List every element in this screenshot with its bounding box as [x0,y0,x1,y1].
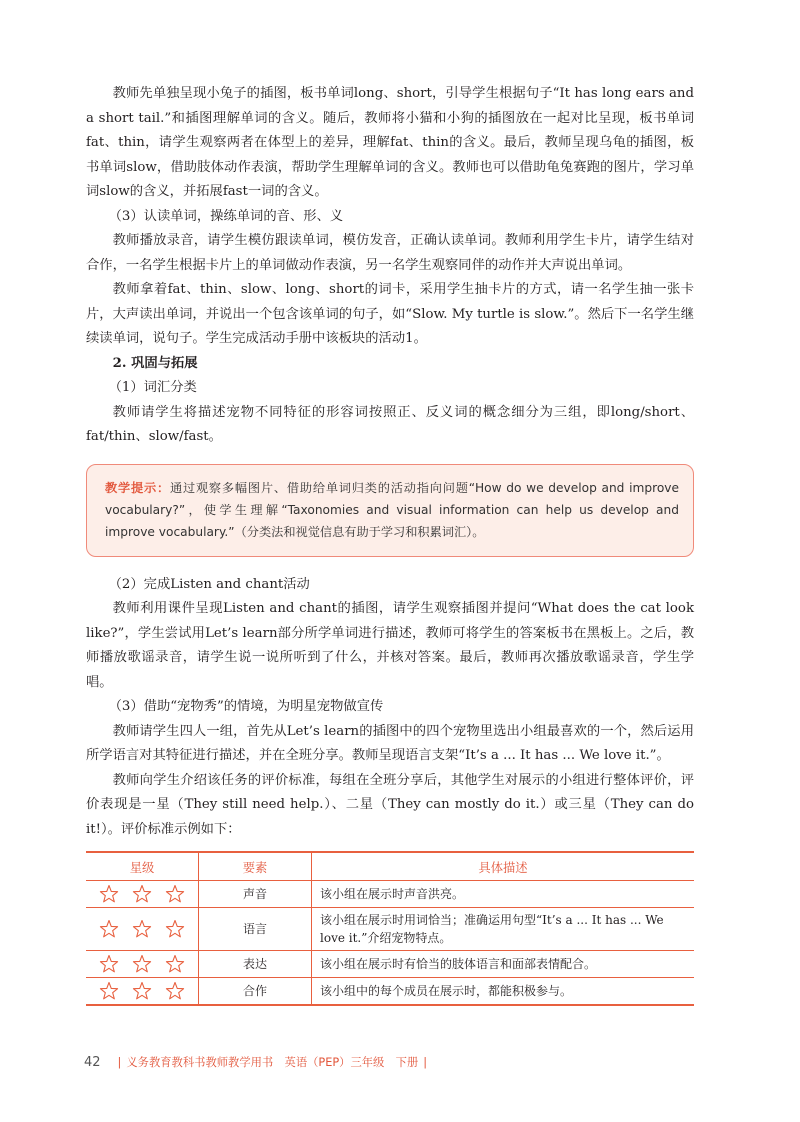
step3-heading: （3）认读单词，操练单词的音、形、义 [108,208,344,224]
star-outline-icon [165,884,185,904]
header-description: 具体描述 [312,852,695,881]
star-outline-icon [165,954,185,974]
step-vocab-heading: （1）词汇分类 [108,380,197,395]
teaching-tip [105,477,679,543]
table-row [86,881,694,908]
evaluation-table [86,851,694,1006]
book-title: 义务教育教科书教师教学用书 英语（PEP）三年级 下册 [126,1056,419,1069]
star-cell [86,881,199,908]
star-outline-icon [132,954,152,974]
star-group [86,954,198,974]
star-outline-icon [132,981,152,1001]
star-cell [86,978,199,1006]
star-outline-icon [99,919,119,939]
element-cell: 合作 [199,978,312,1006]
step-chant-heading: （2）完成Listen and chant活动 [108,576,310,592]
table-row [86,951,694,978]
step-pet-show-heading: （3）借助“宠物秀”的情境，为明星宠物做宣传 [108,699,384,714]
teaching-tip-box [86,464,694,557]
paragraph-read-words: 教师播放录音，请学生模仿跟读单词，模仿发音，正确认读单词。教师利用学生卡片，请学生结对合作，一名学生根据卡片上的单词做动作表演，另一名学生观察同伴的动作并大声说出单词。 [86,233,694,273]
page-footer [84,1054,432,1070]
star-outline-icon [165,919,185,939]
paragraph-chant: 教师利用课件呈现Listen and chant的插图，请学生观察插图并提问“What does the cat look like?”，学生尝试用Let’s learn部分所学单词进行描述，教师可将学生的答案板书在黑板上。之后，教师播放歌谣录音，请学生说一说所听到了什么，并核对答案。最后，教师再次播放歌谣录音，学生学唱。 [86,601,694,690]
star-outline-icon [99,954,119,974]
star-outline-icon [99,884,119,904]
star-group [86,884,198,904]
paragraph-pet-show: 教师请学生四人一组，首先从Let’s learn的插图中的四个宠物里选出小组最喜欢的一个，然后运用所学语言对其特征进行描述，并在全班分享。教师呈现语言支架“It’s a ... It has ... We love it.”。 [86,723,694,763]
header-stars: 星级 [86,852,199,881]
table-row [86,908,694,951]
paragraph-vocab-classify: 教师请学生将描述宠物不同特征的形容词按照正、反义词的概念细分为三组，即long/short、fat/thin、slow/fast。 [86,404,694,444]
section-heading-consolidate: 2. 巩固与拓展 [112,355,198,371]
page-body [86,82,694,1006]
description-cell: 该小组在展示时用词恰当；准确运用句型“It’s a ... It has ... We love it.”介绍宠物特点。 [312,908,695,951]
star-outline-icon [165,981,185,1001]
footer-divider: | [117,1056,122,1069]
star-outline-icon [99,981,119,1001]
star-cell [86,951,199,978]
star-group [86,919,198,939]
header-element: 要素 [199,852,312,881]
table-header-row [86,852,694,881]
star-group [86,981,198,1001]
footer-divider: | [423,1056,428,1069]
description-cell: 该小组在展示时有恰当的肢体语言和面部表情配合。 [312,951,695,978]
star-outline-icon [132,919,152,939]
paragraph-evaluation: 教师向学生介绍该任务的评价标准，每组在全班分享后，其他学生对展示的小组进行整体评价，评价表现是一星（They still need help.）、二星（They can mostly do it.）或三星（They can do it!）。评价标准示例如下： [86,772,694,837]
paragraph-intro-words: 教师先单独呈现小兔子的插图，板书单词long、short，引导学生根据句子“It has long ears and a short tail.”和插图理解单词的含义。随后，教师将小猫和小狗的插图放在一起对比呈现，板书单词fat、thin，请学生观察两者在体型上的差异，理解fat、thin的含义。最后，教师呈现乌龟的插图，板书单词slow，借助肢体动作表演，帮助学生理解单词的含义。教师也可以借助龟兔赛跑的图片，学习单词slow的含义，并拓展fast一词的含义。 [86,86,694,199]
star-cell [86,908,199,951]
description-cell: 该小组中的每个成员在展示时，都能积极参与。 [312,978,695,1006]
table-row [86,978,694,1006]
element-cell: 语言 [199,908,312,951]
teaching-tip-label: 教学提示： [105,480,170,495]
element-cell: 声音 [199,881,312,908]
teaching-tip-text: 通过观察多幅图片、借助给单词归类的活动指向问题“How do we develop and improve vocabulary?”，使学生理解“Taxonomies and visual information can help us develop and improve vocabulary.”（分类法和视觉信息有助于学习和积累词汇）。 [105,480,679,539]
element-cell: 表达 [199,951,312,978]
paragraph-word-cards: 教师拿着fat、thin、slow、long、short的词卡，采用学生抽卡片的方式，请一名学生抽一张卡片，大声读出单词，并说出一个包含该单词的句子，如“Slow. My turtle is slow.”。然后下一名学生继续读单词，说句子。学生完成活动手册中该板块的活动1。 [86,282,694,346]
description-cell: 该小组在展示时声音洪亮。 [312,881,695,908]
star-outline-icon [132,884,152,904]
page-number: 42 [84,1055,101,1070]
